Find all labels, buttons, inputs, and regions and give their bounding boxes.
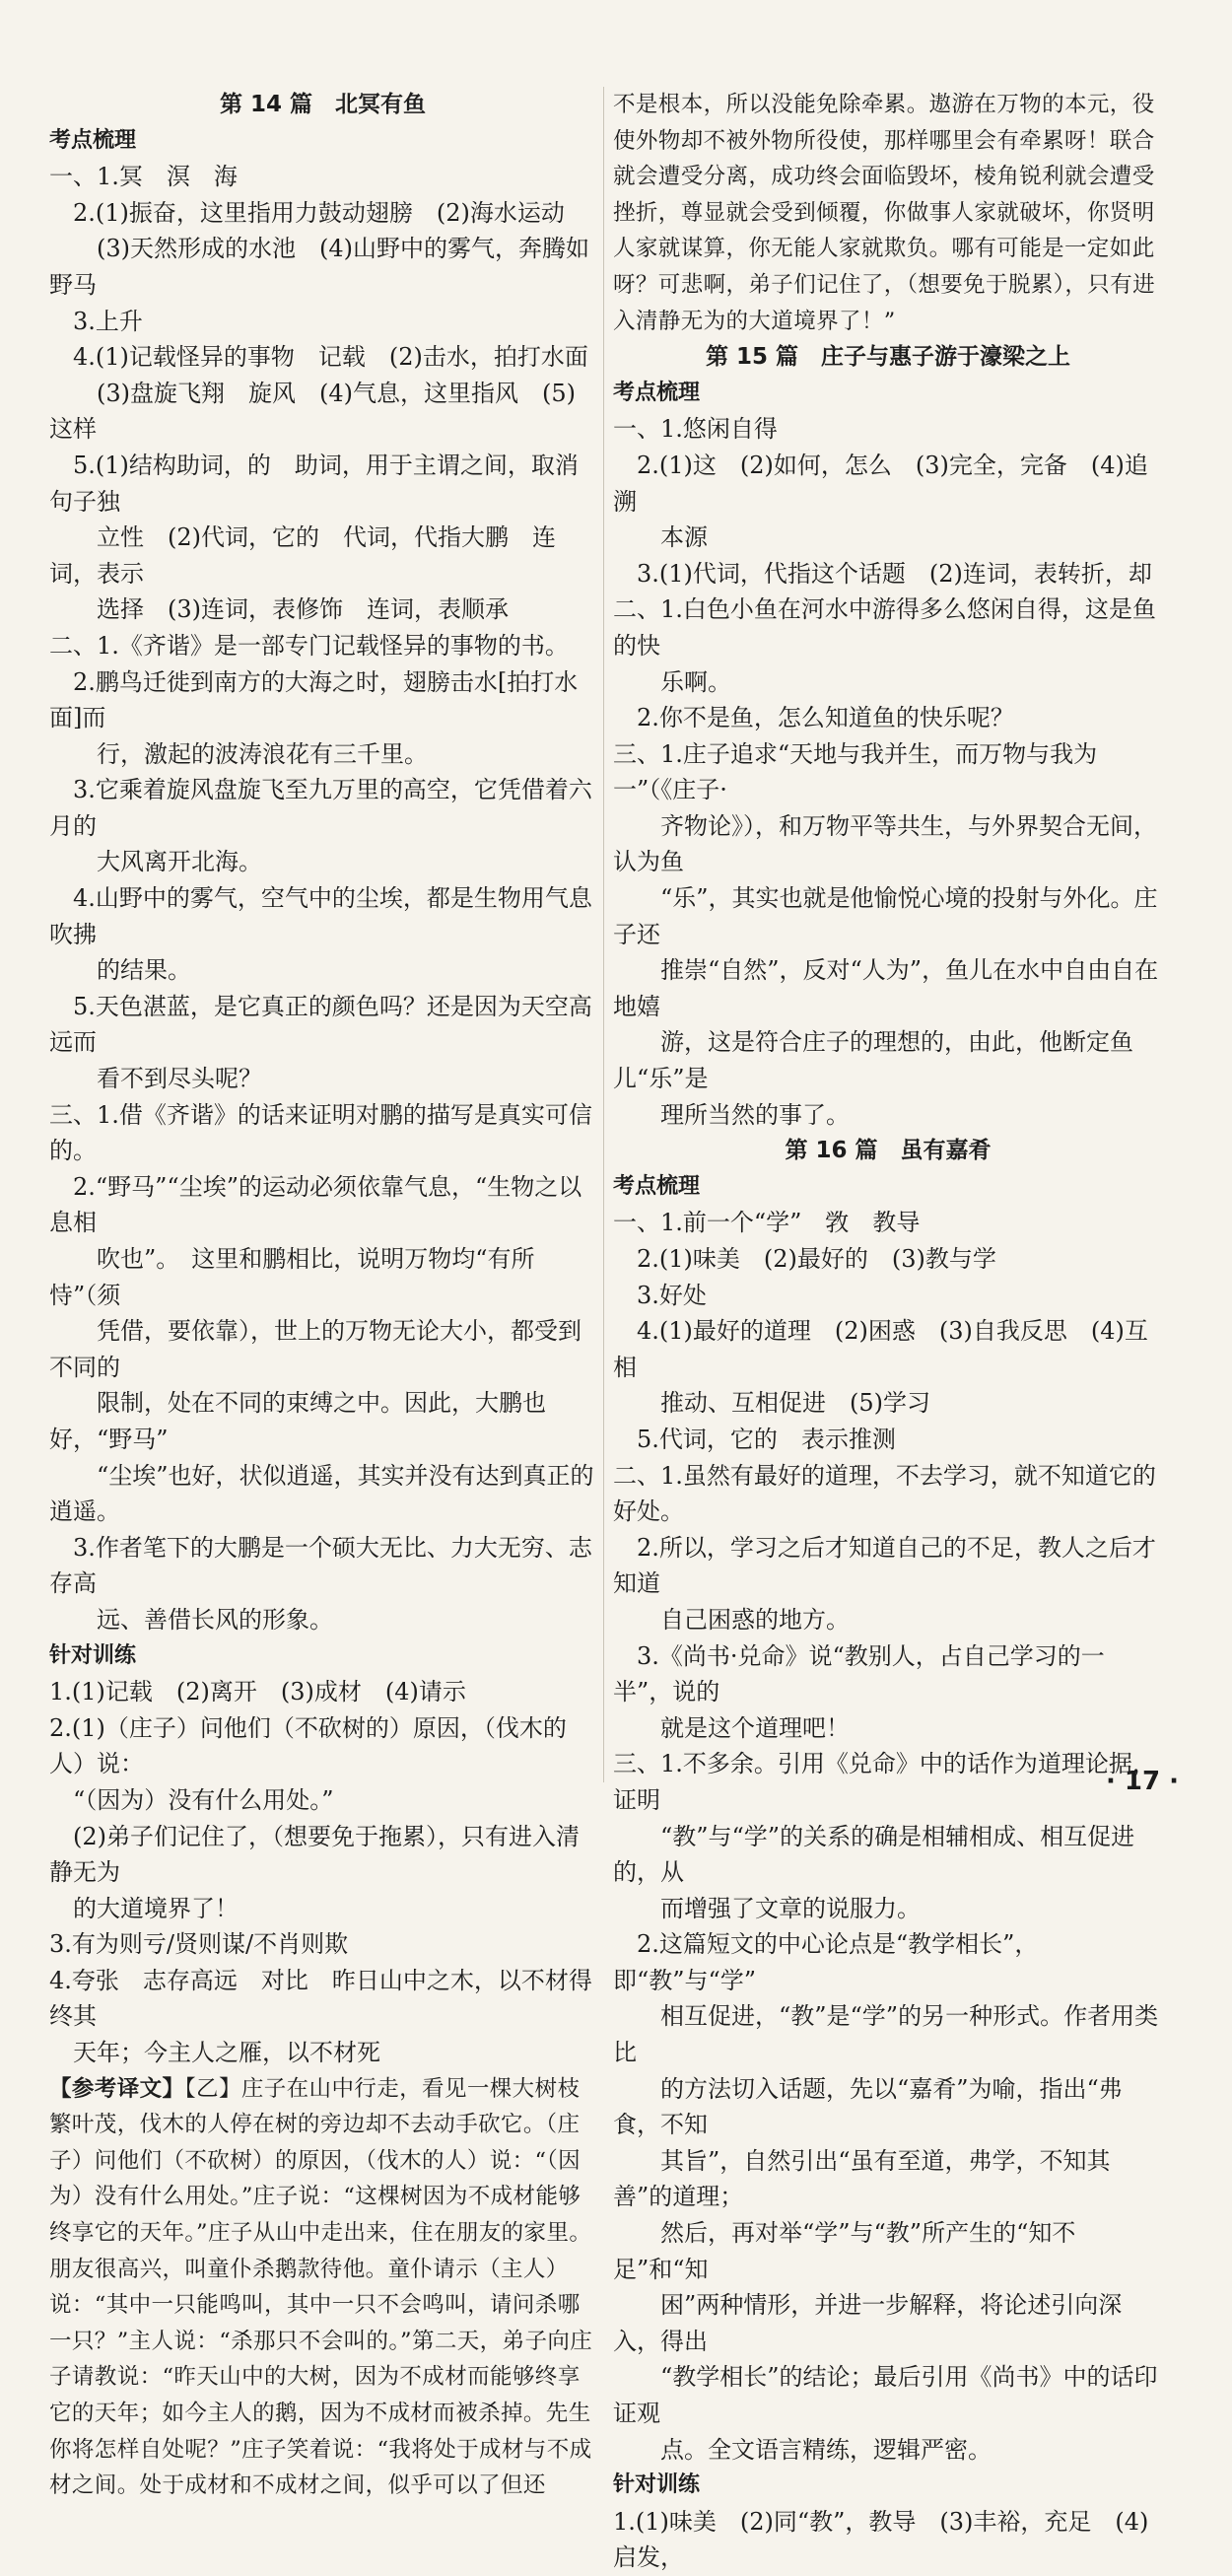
answer-line: 的结果。 [49,956,191,985]
answer-line: 凭借，要依靠），世上的万物无论大小，都受到不同的 [49,1317,582,1381]
answer-line: 游，这是符合庄子的理想的，由此，他断定鱼儿“乐”是 [613,1028,1133,1093]
answer-line: 然后，再对举“学”与“教”所产生的“知不足”和“知 [613,2219,1076,2283]
answer-line: 5.天色湛蓝，是它真正的颜色吗？还是因为天空高远而 [49,992,592,1057]
answer-line: “乐”，其实也就是他愉悦心境的投射与外化。庄子还 [613,884,1158,948]
subsection-heading: 针对训练 [49,1642,137,1668]
answer-line: 行，激起的波涛浪花有三千里。 [49,739,428,768]
answer-line: 困”两种情形，并进一步解释，将论述引向深入，得出 [613,2291,1123,2355]
answer-line: 1.(1)记载 (2)离开 (3)成材 (4)请示 [49,1678,466,1706]
answer-line: 就是这个道理吧！ [613,1713,850,1742]
answer-line: 乐啊。 [613,667,731,696]
answer-line: 1.(1)味美 (2)同“教”，教导 (3)丰裕，充足 (4)启发， [613,2507,1149,2572]
answer-line: 齐物论》），和万物平等共生，与外界契合无间，认为鱼 [613,811,1157,876]
answer-line: “尘埃”也好，状似逍遥，其实并没有达到真正的逍遥。 [49,1461,594,1526]
answer-line: 5.代词，它的 表示推测 [613,1425,896,1453]
reference-translation [613,87,1163,339]
subsection-heading: 考点梳理 [613,1173,701,1199]
answer-line: 的方法切入话题，先以“嘉肴”为喻，指出“弗食，不知 [613,2074,1123,2139]
translation-text: 【乙】庄子在山中行走，看见一棵大树枝繁叶茂，伐木的人停在树的旁边却不去动手砍它。（庄子）问他们（不砍树）的原因，（伐木的人）说：“（因为）没有什么用处。”庄子说：“这棵树因为不成材能够终享它的天年。”庄子从山中走出来，住在朋友的家里。朋友很高兴，叫童仆杀鹅款待他。童仆请示（主人）说：“其中一只能鸣叫，其中一只不会鸣叫，请问杀哪一只？”主人说：“杀那只不会叫的。”第二天，弟子向庄子请教说：“昨天山中的大树，因为不成材而能够终享它的天年；如今主人的鹅，因为不成材而被杀掉。先生你将怎样自处呢？”庄子笑着说：“我将处于成材与不成材之间。处于成材和不成材之间，似乎可以了但还 [49,2075,593,2499]
answer-line: 4.山野中的雾气，空气中的尘埃，都是生物用气息吹拂 [49,884,592,948]
answer-line: 2.鹏鸟迁徙到南方的大海之时，翅膀击水[拍打水面]而 [49,667,579,732]
answer-line: 二、1.虽然有最好的道理，不去学习，就不知道它的好处。 [613,1461,1156,1526]
answer-line: 4.(1)记载怪异的事物 记载 (2)击水，拍打水面 [49,343,588,372]
subsection-heading: 针对训练 [613,2472,701,2498]
answer-line: 3.好处 [613,1281,707,1309]
answer-line: 相互促进，“教”是“学”的另一种形式。作者用类比 [613,2002,1159,2067]
answer-line: 5.(1)结构助词，的 助词，用于主谓之间，取消句子独 [49,451,579,516]
answer-line: 点。全文语言精练，逻辑严密。 [613,2435,992,2464]
left-column [49,87,596,2504]
answer-line: 二、1.白色小鱼在河水中游得多么悠闲自得，这是鱼的快 [613,595,1156,660]
answer-line: 一、1.冥 溟 海 [49,163,238,191]
answer-line: 2.(1)（庄子）问他们（不砍树的）原因，（伐木的人）说： [49,1713,567,1778]
answer-line: (3)盘旋飞翔 旋风 (4)气息，这里指风 (5)这样 [49,379,576,444]
answer-line: 3.(1)代词，代指这个话题 (2)连词，表转折，却 [613,559,1152,588]
answer-line: 2.所以，学习之后才知道自己的不足，教人之后才知道 [613,1533,1156,1598]
answer-line: 吹也”。 这里和鹏相比，说明万物均“有所恃”（须 [49,1245,535,1309]
section-title: 第 14 篇 北冥有鱼 [219,92,427,117]
answer-line: 限制，处在不同的束缚之中。因此，大鹏也好，“野马” [49,1389,546,1453]
answer-line: 3.有为则亏/贤则谋/不肖则欺 [49,1930,349,1959]
answer-line: “（因为）没有什么用处。” [49,1785,334,1814]
answer-line: 三、1.借《齐谐》的话来证明对鹏的描写是真实可信的。 [49,1100,592,1165]
answer-line: 本源 [613,523,708,552]
subsection-heading: 考点梳理 [49,127,137,153]
answer-line: 自己困惑的地方。 [613,1605,850,1634]
answer-line: 2.(1)振奋，这里指用力鼓动翅膀 (2)海水运动 [49,198,565,227]
answer-line: 2.(1)这 (2)如何，怎么 (3)完全，完备 (4)追溯 [613,451,1148,516]
answer-line: “教”与“学”的关系的确是相辅相成、相互促进的，从 [613,1822,1135,1887]
page-number: · 17 · [1106,1767,1180,1796]
answer-line: 推动、互相促进 (5)学习 [613,1389,930,1418]
section-title: 第 16 篇 虽有嘉肴 [785,1138,992,1164]
answer-line: 看不到尽头呢？ [49,1065,262,1093]
answer-line: 大风离开北海。 [49,848,262,876]
answer-line: 三、1.不多余。引用《兑命》中的话作为道理论据，证明 [613,1750,1156,1814]
answer-line: “教学相长”的结论；最后引用《尚书》中的话印证观 [613,2363,1158,2427]
answer-line: 一、1.悠闲自得 [613,415,778,444]
column-divider [603,87,604,1782]
answer-line: 其旨”，自然引出“虽有至道，弗学，不知其善”的道理； [613,2146,1111,2211]
answer-line: 2.你不是鱼，怎么知道鱼的快乐呢？ [613,704,1014,732]
answer-line: 天年；今主人之雁，以不材死 [49,2039,380,2067]
answer-line: 3.《尚书·兑命》说“教别人，占自己学习的一半”，说的 [613,1641,1105,1706]
answer-line: (2)弟子们记住了，（想要免于拖累），只有进入清静无为 [49,1822,580,1887]
answer-line: 而增强了文章的说服力。 [613,1894,921,1922]
answer-line: 2.“野马”“尘埃”的运动必须依靠气息，“生物之以息相 [49,1172,582,1237]
reference-translation [49,2071,596,2504]
answer-line: 一、1.前一个“学” 敩 教导 [613,1209,921,1237]
answer-line: 推崇“自然”，反对“人为”，鱼儿在水中自由自在地嬉 [613,956,1159,1020]
answer-line: 二、1.《齐谐》是一部专门记载怪异的事物的书。 [49,631,569,660]
answer-line: 的大道境界了！ [49,1894,239,1922]
answer-line: 3.它乘着旋风盘旋飞至九万里的高空，它凭借着六月的 [49,776,592,840]
answer-line: 3.作者笔下的大鹏是一个硕大无比、力大无穷、志存高 [49,1533,592,1598]
answer-line: 4.夸张 志存高远 对比 昨日山中之木，以不材得终其 [49,1966,592,2031]
subsection-heading: 考点梳理 [613,380,701,405]
answer-line: 4.(1)最好的道理 (2)困惑 (3)自我反思 (4)互相 [613,1317,1148,1381]
answer-line: 立性 (2)代词，它的 代词，代指大鹏 连词，表示 [49,523,556,588]
answer-line: 远、善借长风的形象。 [49,1605,333,1634]
answer-line: 3.上升 [49,307,143,335]
answer-line: 理所当然的事了。 [613,1100,850,1129]
answer-line: 三、1.庄子追求“天地与我并生，而万物与我为一”（《庄子· [613,739,1098,804]
translation-label: 【参考译文】 [49,2075,185,2102]
answer-line: 2.(1)味美 (2)最好的 (3)教与学 [613,1245,996,1273]
answer-line: 选择 (3)连词，表修饰 连词，表顺承 [49,595,509,624]
right-column [613,87,1163,2576]
answer-line: (3)天然形成的水池 (4)山野中的雾气，奔腾如野马 [49,235,589,299]
answer-line: 2.这篇短文的中心论点是“教学相长”，即“教”与“学” [613,1930,1039,1994]
translation-text: 不是根本，所以没能免除牵累。遨游在万物的本元，役使外物却不被外物所役使，那样哪里会有牵累呀！联合就会遭受分离，成功终会面临毁坏，棱角锐利就会遭受挫折，尊显就会受到倾覆，你做事人家就破坏，你贤明人家就谋算，你无能人家就欺负。哪有可能是一定如此呀？可悲啊，弟子们记住了，（想要免于脱累），只有进入清静无为的大道境界了！” [613,92,1156,334]
section-title: 第 15 篇 庄子与惠子游于濠梁之上 [705,344,1071,371]
